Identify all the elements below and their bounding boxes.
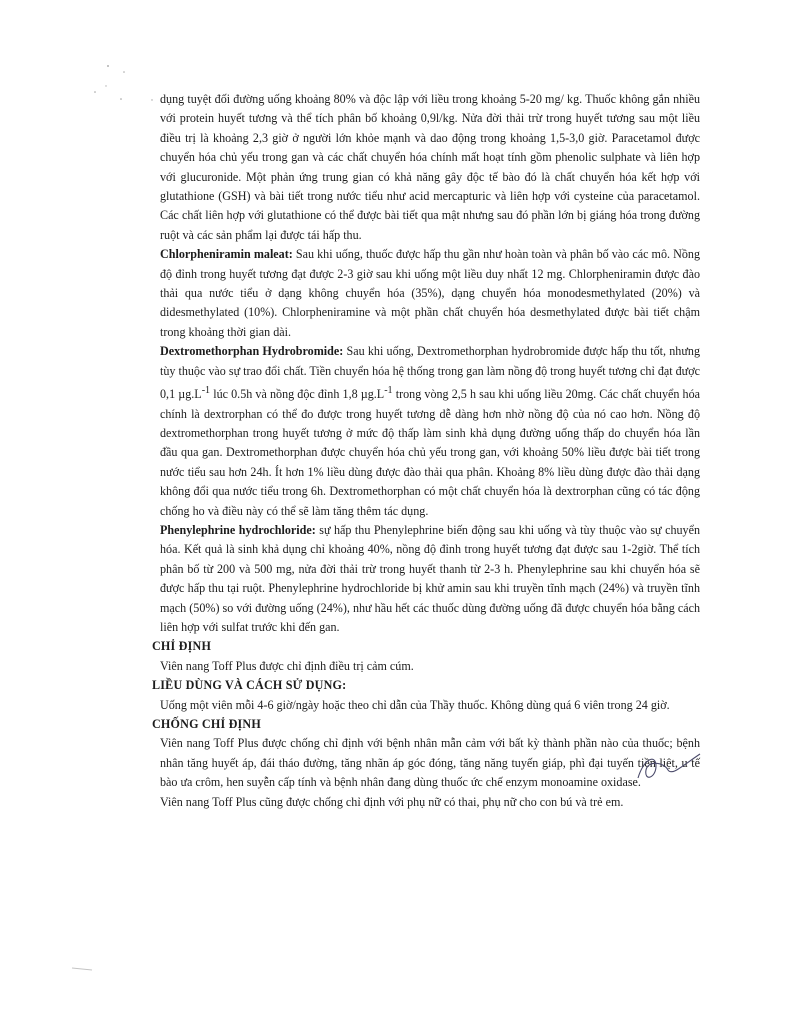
chlorpheniramin-text: Sau khi uống, thuốc được hấp thu gần như hoàn toàn và phân bố vào các mô. Nồng độ đỉnh trong huyết tương đạt được 2-3 giờ sau khi uống một liều duy nhất 12 mg. Chlorpheniramin được đào thải qua nước tiểu ở dạng không chuyển hóa (35%), dạng chuyển hóa monodesmethylated (20%) và didesmethylated (10%). Chlorpheniramine và một phần chất chuyển hóa desmethylated được bài tiết chậm trong khoảng thời gian dài. xyxy=(160,247,700,339)
dextromethorphan-text-part-2: lúc 0.5h và nồng độc đỉnh 1,8 µg.L xyxy=(210,387,385,402)
dextromethorphan-text-part-1: Sau khi uống, Dextromethorphan hydrobromide được hấp thu tốt, nhưng tùy thuộc vào sự trao đổi chất. Tiền chuyển hóa hệ thống trong gan làm nồng độ trong huyết tương chỉ đạt được 0,1 µg.L xyxy=(160,344,701,402)
chlorpheniramin-paragraph xyxy=(160,245,700,342)
lieu-dung-text: Uống một viên mỗi 4-6 giờ/ngày hoặc theo chỉ dẫn của Thầy thuốc. Không dùng quá 6 viên trong 24 giờ. xyxy=(160,697,670,712)
dextromethorphan-label: Dextromethorphan Hydrobromide: xyxy=(160,344,344,359)
chong-chi-dinh-heading: CHỐNG CHỈ ĐỊNH xyxy=(152,717,261,732)
dextromethorphan-sup-2: -1 xyxy=(384,385,393,397)
chlorpheniramin-label: Chlorpheniramin maleat: xyxy=(160,247,293,262)
chong-chi-dinh-text-2: Viên nang Toff Plus cũng được chống chỉ định với phụ nữ có thai, phụ nữ cho con bú và trẻ em. xyxy=(160,794,624,809)
dextromethorphan-paragraph xyxy=(160,342,700,521)
dextromethorphan-sup-1: -1 xyxy=(201,385,211,397)
chi-dinh-text: Viên nang Toff Plus được chỉ định điều trị cảm cúm. xyxy=(160,658,414,673)
chong-chi-dinh-text-1: Viên nang Toff Plus được chống chỉ định với bệnh nhân mẫn cảm với bất kỳ thành phần nào của thuốc; bệnh nhân tăng huyết áp, đái tháo đường, tăng nhãn áp góc đóng, tăng năng tuyến giáp, phì đại tuyến tiền liệt, u tế bào ưa crôm, hen suyễn cấp tính và bệnh nhân đang dùng thuốc ức chế enzym monoamine oxidase. xyxy=(160,736,700,790)
paracetamol-paragraph: dụng tuyệt đối đường uống khoảng 80% và độc lập với liều trong khoảng 5-20 mg/ kg. Thuốc không gắn nhiều với protein huyết tương và thể tích phân bố khoảng 0,9l/kg. Nửa đời thải trừ trong huyết tương sau một liều điều trị là khoảng 2,3 giờ ở người lớn khỏe mạnh và dao động trong khoảng 1,5-3,0 giờ. Paracetamol được chuyển hóa chủ yếu trong gan và các chất chuyển hóa chính mất hoạt tính gồm phenolic sulphate và liên hợp với glucuronide. Một phản ứng trung gian có khả năng gây độc tế bào đó là chất chuyển hóa kết hợp với glutathione (GSH) và bài tiết trong nước tiểu như acid mercapturic và liên hợp với cysteine của paracetamol. Các chất liên hợp với glutathione có thể được bài tiết qua mật nhưng sau đó phần lớn bị giáng hóa trong đường ruột và các sản phẩm lại được tái hấp thu. xyxy=(160,92,700,242)
document-body xyxy=(152,90,701,812)
dextromethorphan-text-part-3: trong vòng 2,5 h sau khi uống liều 20mg. Các chất chuyển hóa chính là dextrorphan có thể đo được trong huyết tương dễ dàng hơn nhờ nồng độ của nó cao hơn. Nồng độ dextromethorphan trong huyết tương ở mức độ thấp làm sinh khả dụng đường uống thấp do chuyển hóa lần đầu qua gan. Dextromethorphan được chuyển hóa chủ yếu trong gan, với khoảng 50% liều được bài tiết trong nước tiểu sau hơn 24h. Ít hơn 1% liều dùng được đào thải qua phân. Khoảng 8% liều dùng được đào thải dạng không đổi qua nước tiểu trong 6h. Dextromethorphan có một chất chuyển hóa là dextrorphan cũng có tác động chống ho và điều này có thể sẽ làm tăng thêm tác dụng. xyxy=(160,387,701,518)
chi-dinh-heading: CHỈ ĐỊNH xyxy=(152,639,212,654)
phenylephrine-label: Phenylephrine hydrochloride: xyxy=(160,522,316,537)
lieu-dung-heading: LIỀU DÙNG VÀ CÁCH SỬ DỤNG: xyxy=(152,678,347,693)
phenylephrine-text: sự hấp thu Phenylephrine biến động sau khi uống và tùy thuộc vào sự chuyển hóa. Kết quả là sinh khả dụng chỉ khoảng 40%, nồng độ đỉnh trong huyết tương đạt được sau 1-2giờ. Thể tích phân bố từ 200 và 500 mg, nửa đời thải trừ trong huyết thanh từ 2-3 h. Phenylephrine sau khi chuyển hóa sẽ được hấp thu tại ruột. Phenylephrine hydrochloride bị khử amin sau khi truyền tĩnh mạch (24%) và truyền tĩnh mạch (50%) so với đường uống (24%), như hầu hết các thuốc dùng đường uống đã được chuyển hóa bằng cách liên hợp với sulfat trước khi đến gan. xyxy=(160,522,701,634)
phenylephrine-paragraph xyxy=(160,521,700,637)
